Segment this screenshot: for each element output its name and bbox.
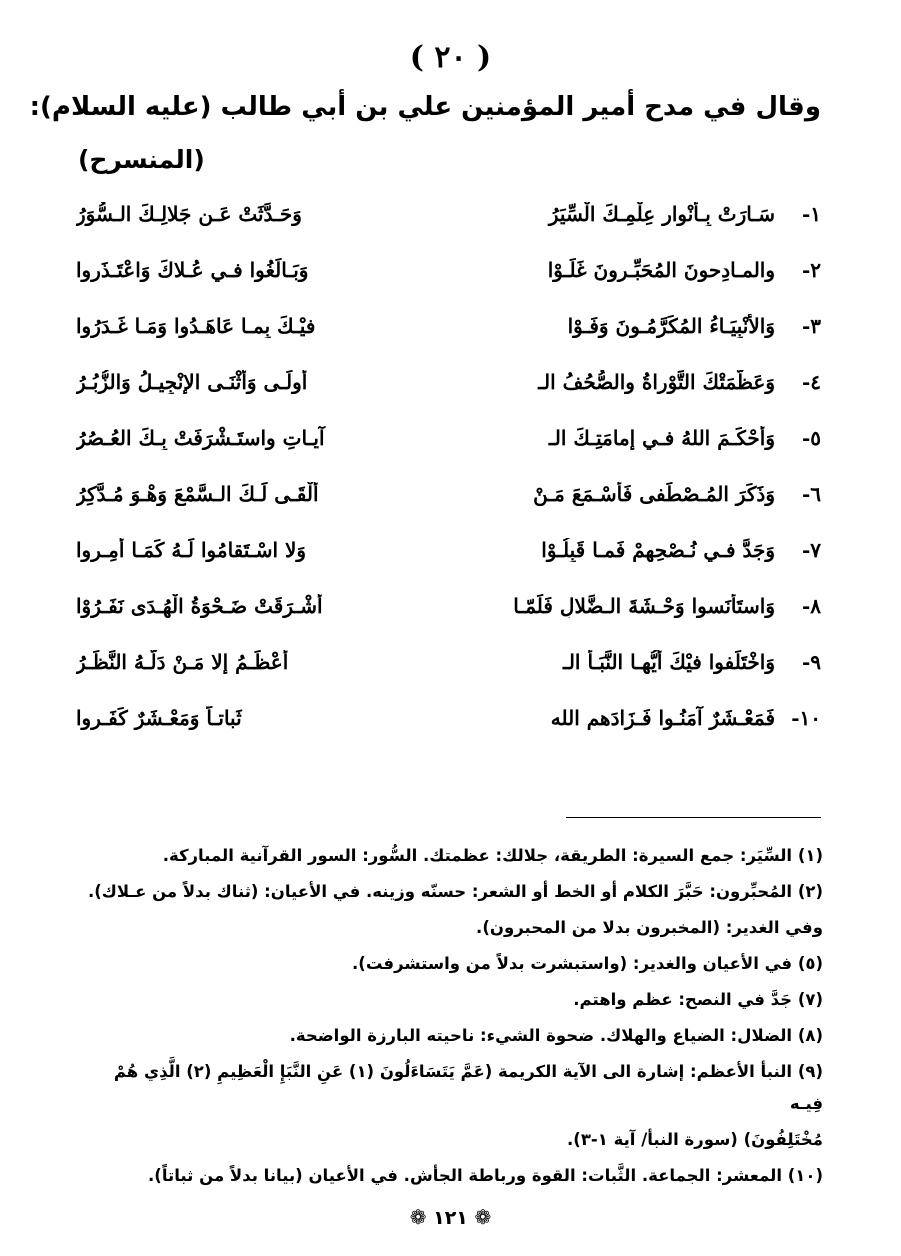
verse-number: ١٠- xyxy=(791,706,821,730)
verse-second-hemistich: ثَباتـاً وَمَعْـشَرٌ كَفَـروا xyxy=(76,706,242,730)
footnote: (١٠) المعشر: الجماعة. الثَّبات: القوة ورباطة الجأش. في الأعيان (بيانا بدلاً من ثباتاً). xyxy=(148,1166,823,1185)
verse-number: ٤- xyxy=(801,370,821,394)
verse-line xyxy=(76,298,821,354)
page-number: ١٢١ xyxy=(433,1207,468,1229)
verse-second-hemistich: أَشْـرَقَتْ ضَـحْوَةُ الْهُـدَى نَفَـرُوْا xyxy=(76,594,323,618)
verse-number: ١- xyxy=(801,202,821,226)
verse-second-hemistich: وَلا اسْـتَقامُوا لَـهُ كَمَـا أُمِـروا xyxy=(76,538,307,562)
verse-first-hemistich: سَـارَتْ بِـأنْوارِ عِلْمِـكَ الْسِّيَرُ xyxy=(548,202,775,226)
verse-line xyxy=(76,578,821,634)
verse-second-hemistich: آيـاتِ واستَـشْرَفَتْ بِـكَ العُـصُرُ xyxy=(76,426,325,450)
verse-second-hemistich: وَحَـدَّثَتْ عَـن جَلالِـكَ الـسُّوَرُ xyxy=(76,202,302,226)
verse-second-hemistich: وَبَـالَغُوا فـي عُـلاكَ وَاعْتَـذَروا xyxy=(76,258,309,282)
verse-line xyxy=(76,242,821,298)
footnote: (٧) جَدَّ في النصح: عظم واهتم. xyxy=(573,990,823,1009)
verse-second-hemistich: أَلْقَـى لَـكَ الـسَّمْعَ وَهْـوَ مُـدَّكِرُ xyxy=(76,482,319,506)
footnote: (٢) المُحبِّرون: حَبَّرَ الكلام أو الخط أو الشعر: حسنّه وزينه. في الأعيان: (ثناك بدلاً من عـلاك). xyxy=(87,882,823,901)
verse-first-hemistich: وَعَظَّمَتْكَ التَّوْراةُ والصُّحُفُ الـ xyxy=(538,370,775,394)
verse-first-hemistich: وَذَكَرَ المُـصْطَفى فَأسْـمَعَ مَـنْ xyxy=(533,482,775,506)
poem-meter: (المنسرح) xyxy=(78,145,205,174)
poem-number: ( ٢٠ ) xyxy=(409,40,492,75)
verse-second-hemistich: فيْـكَ بِمـا عَاهَـدُوا وَمَـا غَـدَرُوا xyxy=(76,314,316,338)
verse-first-hemistich: وَاستَأْنَسوا وَحْـشَةَ الـضَّلالِ فَلَمّـا xyxy=(513,594,775,618)
verse-second-hemistich: أُولَـى وَأَثْنَـى الإنْجِيـلُ وَالزُّبُـرُ xyxy=(76,370,308,394)
footnote: (٥) في الأعيان والغدير: (واستبشرت بدلاً من واستشرفت). xyxy=(352,954,823,973)
verse-line xyxy=(76,186,821,242)
footnote: (٨) الضلال: الضياع والهلاك. ضحوة الشيء: ناحيته البارزة الواضحة. xyxy=(289,1026,823,1045)
verse-line xyxy=(76,354,821,410)
verse-first-hemistich: والمـادِحونَ المُحَبِّـرونَ غَلَـوْا xyxy=(547,258,775,282)
poem-heading: وقال في مدح أمير المؤمنين علي بن أبي طالب (عليه السلام): xyxy=(29,92,821,122)
verse-line xyxy=(76,522,821,578)
verse-first-hemistich: وَاخْتَلَفوا فيْكَ أيُّهـا النَّبَـأُ الـ xyxy=(562,650,775,674)
verse-line xyxy=(76,690,821,746)
verse-number: ٢- xyxy=(801,258,821,282)
ornament-right-icon: ❁ xyxy=(474,1205,492,1229)
verse-first-hemistich: وَأَحْكَـمَ اللهُ فـي إمامَتِـكَ الـ xyxy=(548,426,775,450)
verse-first-hemistich: وَجَدَّ فـي نُـصْحِهِمْ فَمـا قَبِلُـوْا xyxy=(541,538,775,562)
verse-line xyxy=(76,410,821,466)
ornament-left-icon: ❁ xyxy=(409,1205,427,1229)
poem-verses xyxy=(76,186,821,746)
footnote-divider xyxy=(566,817,821,818)
verse-number: ٩- xyxy=(801,650,821,674)
footnote: (١) السِّيَر: جمع السيرة: الطريقة، جلالك: عظمتك. السُّور: السور القرآنية المباركة. xyxy=(162,846,823,865)
verse-line xyxy=(76,634,821,690)
verse-first-hemistich: وَالأنْبِيَـاءُ المُكَرَّمُـونَ وَفَـوْا xyxy=(567,314,775,338)
verse-first-hemistich: فَمَعْـشَرٌ آمَنُـوا فَـزَادَهم الله xyxy=(550,706,775,730)
verse-number: ٥- xyxy=(801,426,821,450)
verse-second-hemistich: أَعْظَـمُ إلا مَـنْ دَلَّـهُ النَّظَـرُ xyxy=(76,650,289,674)
footnote-continuation: مُخْتَلِفُونَ) (سورة النبأ/ آية ١-٣). xyxy=(567,1130,823,1149)
verse-line xyxy=(76,466,821,522)
footnotes xyxy=(75,840,823,1196)
verse-number: ٧- xyxy=(801,538,821,562)
verse-number: ٨- xyxy=(801,594,821,618)
verse-number: ٦- xyxy=(801,482,821,506)
verse-number: ٣- xyxy=(801,314,821,338)
page-number-footer xyxy=(0,1205,901,1229)
footnote: (٩) النبأ الأعظم: إشارة الى الآية الكريمة (عَمَّ يَتَسَاءَلُونَ (١) عَنِ النَّبَإِ الْعَظِيمِ (٢) الَّذِي هُمْ فِيـه xyxy=(113,1062,823,1113)
footnote-continuation: وفي الغدير: (المخبرون بدلا من المحبرون). xyxy=(476,918,823,937)
